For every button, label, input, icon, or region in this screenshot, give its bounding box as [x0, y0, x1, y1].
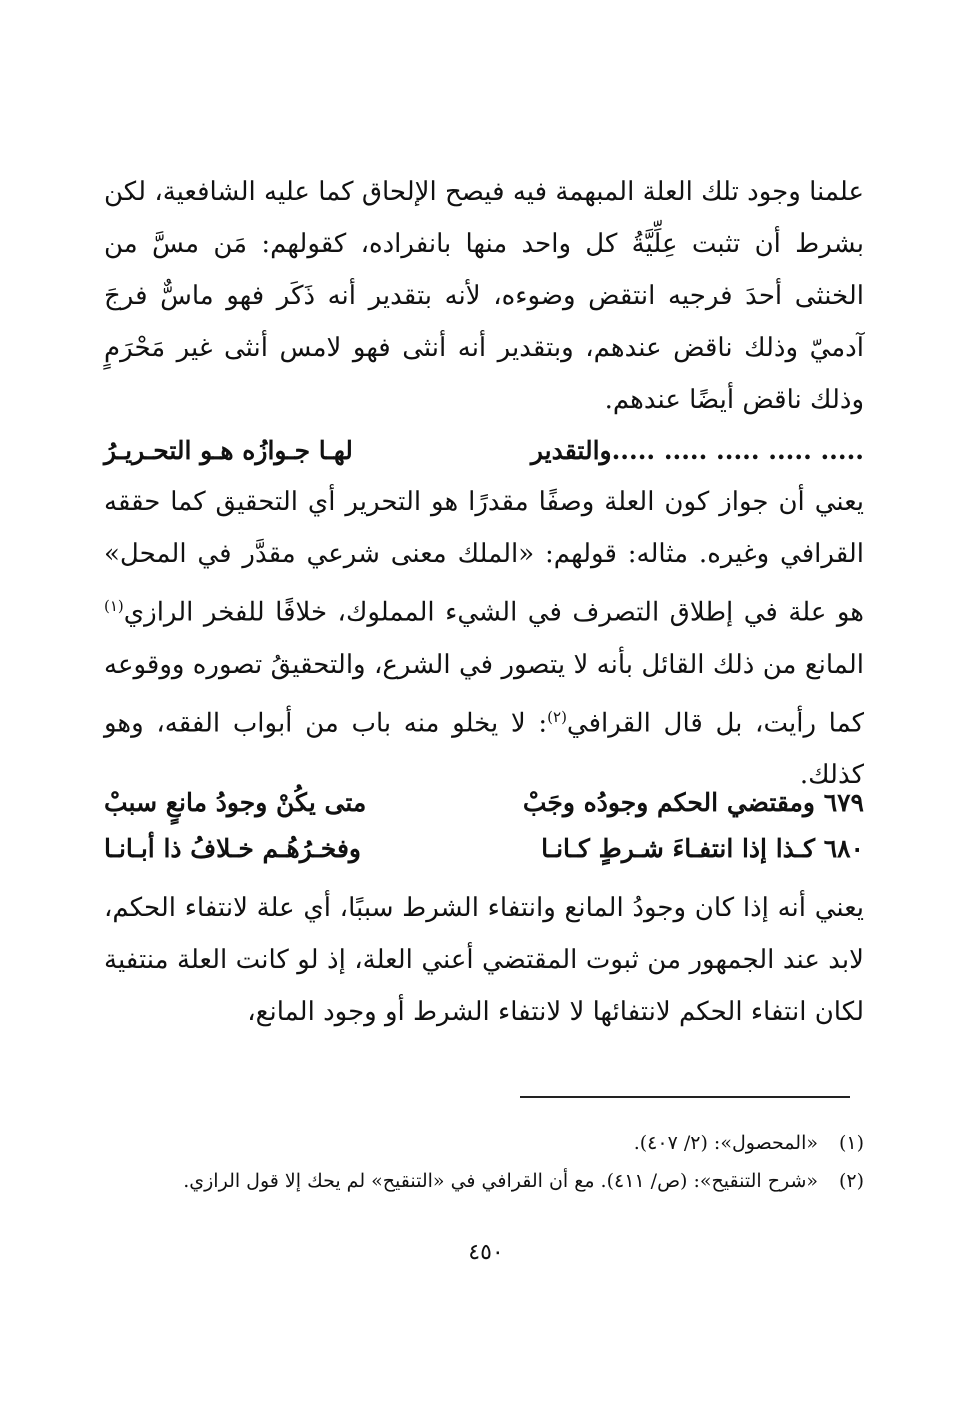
verse-second-hemistich: وفخـرُهُـم خـلافُ ذا أبـانـا — [104, 834, 361, 863]
footnotes — [104, 1124, 864, 1200]
verse-line-680 — [104, 826, 864, 872]
footnote-number: (٢) — [838, 1170, 864, 1192]
footnote-1 — [104, 1124, 864, 1162]
footnote-text: «المحصول»: (٢/ ٤٠٧). — [633, 1132, 818, 1154]
footnote-divider — [520, 1096, 850, 1098]
verse-line-1 — [104, 428, 864, 474]
footnote-number: (١) — [838, 1132, 864, 1154]
page-number: ٤٥٠ — [468, 1240, 504, 1265]
paragraph-text: : لا يخلو منه باب من أبواب الفقه، وهو كذلك. — [104, 708, 864, 791]
footnote-ref-2[interactable]: (٢) — [547, 707, 567, 726]
paragraph-commentary-2 — [104, 476, 864, 801]
footnote-2 — [104, 1162, 864, 1200]
verse-first-hemistich: ٦٧٩ ومقتضي الحكم وجودُه وجَبْ — [522, 788, 864, 817]
verse-line-679 — [104, 780, 864, 826]
footnote-text: «شرح التنقيح»: (ص/ ٤١١). مع أن القرافي في «التنقيح» لم يحك إلا قول الرازي. — [183, 1170, 818, 1192]
verse-first-hemistich: ٦٨٠ كـذا إذا انتفـاءَ شـرطٍ كـانـا — [541, 834, 864, 863]
verse-second-hemistich: متى يكُنْ وجودُ مانعٍ سببْ — [104, 788, 367, 817]
verse-second-hemistich: لهـا جـوازُه هـو التحـريـرُ — [104, 436, 353, 465]
paragraph-text: يعني أنه إذا كان وجودُ المانع وانتفاء الشرط سببًا، أي علة لانتفاء الحكم، لابد عند الجمهور من ثبوت المقتضي أعني العلة، إذ لو كانت العلة منتفية لكان انتفاء الحكم لانتفائها لا لانتفاء الشرط أو وجود المانع، — [104, 893, 864, 1027]
paragraph-commentary-1 — [104, 166, 864, 426]
paragraph-text: علمنا وجود تلك العلة المبهمة فيه فيصح الإلحاق كما عليه الشافعية، لكن بشرط أن تثبت عِلِّيَّةُ كل واحد منها بانفراده، كقولهم: مَن مسَّ من الخنثى أحدَ فرجيه انتقض وضوءه، لأنه بتقدير أنه ذَكَر فهو ماسٌّ فرجَ آدميّ وذلك ناقض عندهم، وبتقدير أنه أنثى فهو لامس أنثى غير مَحْرَمٍ وذلك ناقض أيضًا عندهم. — [104, 177, 864, 415]
footnote-ref-1[interactable]: (١) — [104, 597, 124, 615]
verse-first-hemistich: ..... ..... ..... ..... .....والتقدير — [530, 436, 864, 465]
paragraph-text: المانع من ذلك القائل بأنه لا يتصور في الشرع، والتحقيقُ تصوره ووقوعه كما رأيت، بل قال القرافي — [104, 649, 864, 739]
paragraph-commentary-3 — [104, 882, 864, 1038]
paragraph-text: يعني أن جواز كون العلة وصفًا مقدرًا هو التحرير أي التحقيق كما حققه القرافي وغيره. مثاله: قولهم: «الملك معنى شرعي مقدَّر في المحل» هو علة في إطلاق التصرف في الشيء المملوك، خلافًا للفخر الرازي — [104, 487, 864, 628]
